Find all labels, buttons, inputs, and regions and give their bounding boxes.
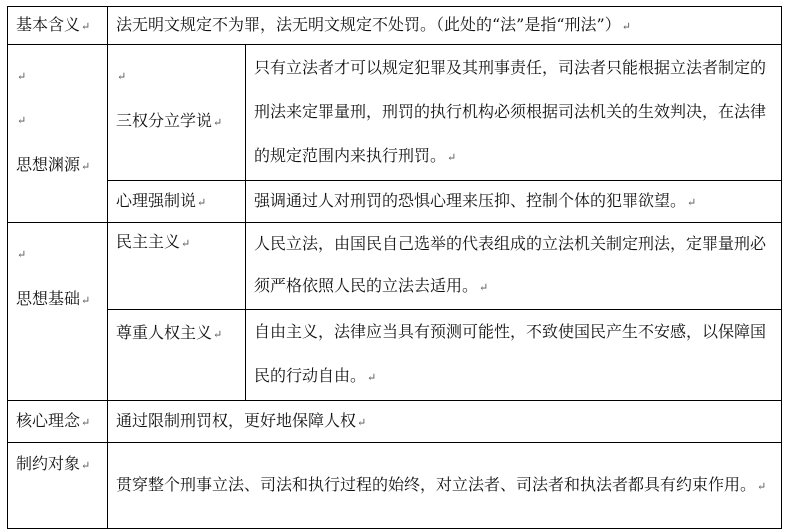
item-name-separation-of-powers <box>108 45 246 181</box>
item-desc-separation-of-powers <box>246 45 782 181</box>
label-text: 制约对象 <box>16 454 81 473</box>
paragraph-mark-icon: ↵ <box>479 281 489 294</box>
paragraph-mark-icon: ↵ <box>81 294 91 307</box>
item-name-democracy <box>108 223 246 310</box>
item-desc-democracy <box>246 223 782 310</box>
item-name-text: 尊重人权主义 <box>116 323 213 342</box>
row-core-concept <box>8 401 782 443</box>
paragraph-mark-icon: ↵ <box>197 195 207 209</box>
paragraph-mark-icon: ↵ <box>447 150 457 164</box>
label-line <box>16 277 101 321</box>
paragraph-mark-icon: ↵ <box>213 116 223 129</box>
label-text: 基本含义 <box>16 14 81 34</box>
row-basic-meaning <box>8 7 782 45</box>
label-line <box>16 143 101 187</box>
paragraph-mark-icon: ↵ <box>687 195 697 209</box>
paragraph-mark-icon: ↵ <box>181 237 191 250</box>
paragraph-mark-icon: ↵ <box>81 415 91 429</box>
label-text: 思想基础 <box>16 289 81 308</box>
content-constraint-target <box>108 443 782 529</box>
paragraph-mark-icon: ↵ <box>81 160 91 173</box>
label-basic-meaning <box>8 7 108 45</box>
paragraph-mark-icon: ↵ <box>117 70 127 83</box>
paragraph-mark-icon: ↵ <box>757 479 767 493</box>
label-core-concept <box>8 401 108 443</box>
item-desc-psychological-coercion <box>246 181 782 223</box>
item-desc-text: 强调通过人对刑罚的恐惧心理来压抑、控制个体的犯罪欲望。 <box>254 190 687 210</box>
label-text: 核心理念 <box>16 410 81 430</box>
row-constraint-target <box>8 443 782 529</box>
content-basic-meaning <box>108 7 782 45</box>
row-origin-psychological <box>8 181 782 223</box>
paragraph-mark-icon: ↵ <box>17 70 27 83</box>
label-thought-foundation <box>8 223 108 401</box>
paragraph-mark-icon: ↵ <box>81 459 91 472</box>
row-origin-separation <box>8 45 782 181</box>
item-desc-respect-human-rights <box>246 310 782 401</box>
item-desc-text: 人民立法，由国民自己选举的代表组成的立法机关制定刑法，定罪量刑必须严格依照人民的立法去适用。 <box>254 234 767 295</box>
name-line <box>116 99 239 143</box>
item-name-text: 心理强制说 <box>116 190 197 210</box>
label-thought-origin <box>8 45 108 223</box>
item-desc-text: 只有立法者才可以规定犯罪及其刑事责任，司法者只能根据立法者制定的刑法来定罪量刑，刑罚的执行机构必须根据司法机关的生效判决，在法律的规定范围内来执行刑罚。 <box>254 57 767 165</box>
item-desc-text: 自由主义，法律应当具有预测可能性，不致使国民产生不安感，以保障国民的行动自由。 <box>254 322 767 385</box>
paragraph-mark-icon: ↵ <box>213 328 223 341</box>
row-foundation-democracy <box>8 223 782 310</box>
label-constraint-target <box>8 443 108 529</box>
paragraph-mark-icon: ↵ <box>367 371 377 384</box>
content-text: 通过限制刑罚权，更好地保障人权 <box>116 410 357 430</box>
paragraph-mark-icon: ↵ <box>17 248 27 261</box>
item-name-text: 民主主义 <box>116 232 181 251</box>
item-name-psychological-coercion <box>108 181 246 223</box>
content-core-concept <box>108 401 782 443</box>
item-name-respect-human-rights <box>108 310 246 401</box>
content-text: 贯穿整个刑事立法、司法和执行过程的始终，对立法者、司法者和执法者都具有约束作用。 <box>116 474 757 494</box>
paragraph-mark-icon: ↵ <box>17 114 27 127</box>
paragraph-mark-icon: ↵ <box>81 19 91 33</box>
row-foundation-human-rights <box>8 310 782 401</box>
paragraph-mark-icon: ↵ <box>621 19 631 33</box>
principle-table <box>7 6 782 529</box>
label-text: 思想渊源 <box>16 155 81 174</box>
content-text: 法无明文规定不为罪，法无明文规定不处罚。（此处的“法”是指“刑法”） <box>116 14 621 34</box>
item-name-text: 三权分立学说 <box>116 111 213 130</box>
paragraph-mark-icon: ↵ <box>357 415 367 429</box>
